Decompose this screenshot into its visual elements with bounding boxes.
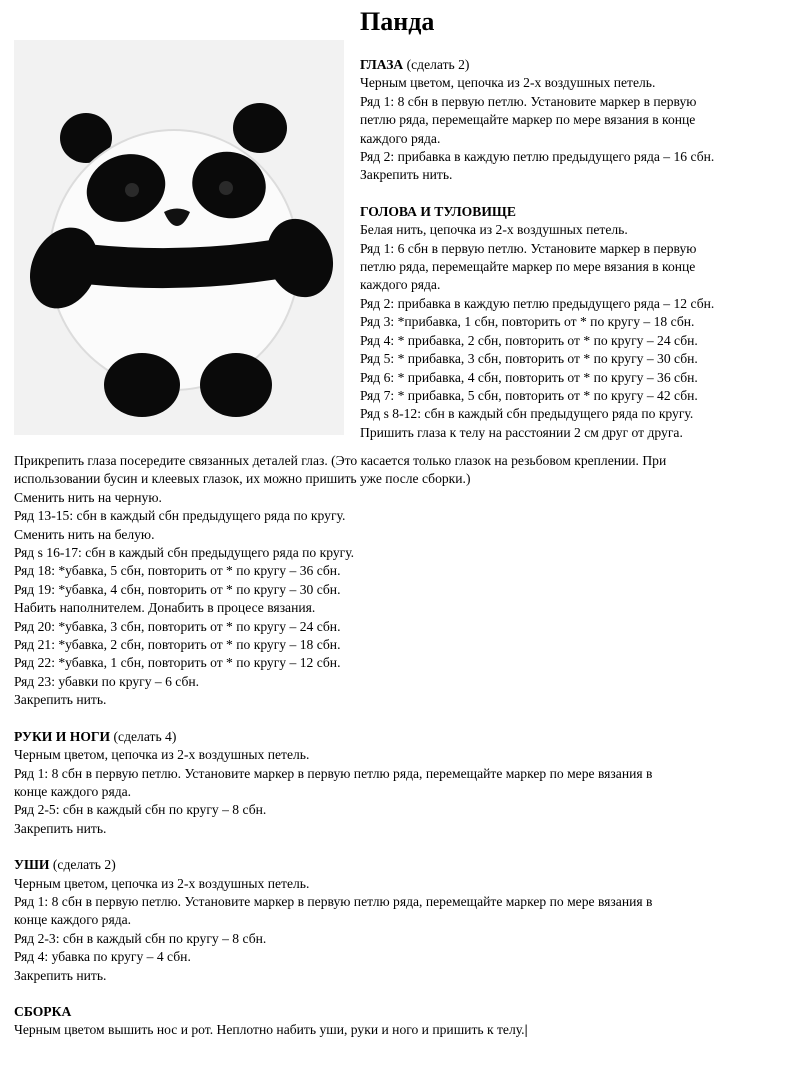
head-body-continued-line: Ряд 23: убавки по кругу – 6 сбн. bbox=[14, 673, 200, 689]
head-body-line: Ряд 4: * прибавка, 2 сбн, повторить от * по кругу – 24 сбн. bbox=[360, 332, 698, 348]
head-body-continued-line: Ряд 18: *убавка, 5 сбн, повторить от * по кругу – 36 сбн. bbox=[14, 563, 341, 579]
full-width-column bbox=[14, 452, 789, 1040]
head-body-line: Ряд 7: * прибавка, 5 сбн, повторить от * по кругу – 42 сбн. bbox=[360, 387, 698, 403]
page-title: Панда bbox=[360, 7, 435, 36]
head-body-line: Пришить глаза к телу на расстоянии 2 см друг от друга. bbox=[360, 424, 683, 440]
head-body-continued-line: Ряд 22: *убавка, 1 сбн, повторить от * по кругу – 12 сбн. bbox=[14, 655, 341, 671]
head-body-continued-line: Ряд 21: *убавка, 2 сбн, повторить от * по кругу – 18 сбн. bbox=[14, 637, 341, 653]
head-body-continued-line: Прикрепить глаза посередите связанных деталей глаз. (Это касается только глазок на резьбовом креплении. При bbox=[14, 453, 667, 468]
ears-line: конце каждого ряда. bbox=[14, 912, 132, 928]
head-body-continued-line: использовании бусин и клеевых глазок, их можно пришить уже после сборки.) bbox=[14, 471, 471, 487]
head-body-continued-line: Ряд 20: *убавка, 3 сбн, повторить от * по кругу – 24 сбн. bbox=[14, 618, 341, 634]
ears-line: Закрепить нить. bbox=[14, 967, 107, 983]
left-leg bbox=[104, 353, 180, 417]
head-body-line: Ряд s 8-12: сбн в каждый сбн предыдущего ряда по кругу. bbox=[360, 406, 694, 422]
section-ears-heading: УШИ (сделать 2) bbox=[14, 857, 116, 873]
head-body-line: петлю ряда, перемещайте маркер по мере вязания в конце bbox=[360, 259, 696, 275]
ears-line: Ряд 4: убавка по кругу – 4 сбн. bbox=[14, 949, 191, 965]
left-eye bbox=[125, 183, 139, 197]
right-column bbox=[360, 56, 790, 442]
head-body-continued-line: Ряд 13-15: сбн в каждый сбн предыдущего ряда по кругу. bbox=[14, 508, 346, 524]
panda-photo bbox=[14, 40, 344, 435]
arms-legs-line: Ряд 1: 8 сбн в первую петлю. Установите маркер в первую петлю ряда, перемещайте маркер по мере вязания в bbox=[14, 765, 653, 781]
head-body-continued-line: Набить наполнителем. Донабить в процесе вязания. bbox=[14, 600, 316, 616]
head-body-continued-line: Сменить нить на белую. bbox=[14, 526, 155, 542]
ears-line: Черным цветом, цепочка из 2-х воздушных петель. bbox=[14, 875, 310, 891]
eyes-line: Ряд 2: прибавка в каждую петлю предыдущего ряда – 16 сбн. bbox=[360, 149, 715, 165]
right-leg bbox=[200, 353, 272, 417]
head-body-line: Ряд 3: *прибавка, 1 сбн, повторить от * по кругу – 18 сбн. bbox=[360, 314, 695, 330]
arms-legs-line: Ряд 2-5: сбн в каждый сбн по кругу – 8 сбн. bbox=[14, 802, 267, 818]
head-body-continued-line: Сменить нить на черную. bbox=[14, 489, 162, 505]
assembly-line: Черным цветом вышить нос и рот. Неплотно набить уши, руки и ного и пришить к телу.| bbox=[14, 1022, 528, 1038]
panda-illustration bbox=[14, 40, 344, 435]
head-body-line: Ряд 5: * прибавка, 3 сбн, повторить от * по кругу – 30 сбн. bbox=[360, 351, 698, 367]
arms-legs-line: Закрепить нить. bbox=[14, 820, 107, 836]
eyes-line: Закрепить нить. bbox=[360, 167, 453, 183]
section-assembly-heading: СБОРКА bbox=[14, 1003, 72, 1019]
eyes-line: Ряд 1: 8 сбн в первую петлю. Установите маркер в первую bbox=[360, 93, 697, 109]
head-body-continued-line: Ряд 19: *убавка, 4 сбн, повторить от * по кругу – 30 сбн. bbox=[14, 581, 341, 597]
head-body-continued-line: Ряд s 16-17: сбн в каждый сбн предыдущего ряда по кругу. bbox=[14, 545, 355, 561]
head-body-line: каждого ряда. bbox=[360, 277, 441, 293]
ears-line: Ряд 2-3: сбн в каждый сбн по кругу – 8 сбн. bbox=[14, 930, 267, 946]
eyes-line: петлю ряда, перемещайте маркер по мере вязания в конце bbox=[360, 112, 696, 128]
right-eye bbox=[219, 181, 233, 195]
ears-line: Ряд 1: 8 сбн в первую петлю. Установите маркер в первую петлю ряда, перемещайте маркер по мере вязания в bbox=[14, 893, 653, 909]
section-arms-legs-heading: РУКИ И НОГИ (сделать 4) bbox=[14, 728, 177, 744]
eyes-line: Черным цветом, цепочка из 2-х воздушных петель. bbox=[360, 75, 656, 91]
head-body-line: Ряд 1: 6 сбн в первую петлю. Установите маркер в первую bbox=[360, 240, 697, 256]
text-cursor: | bbox=[524, 1022, 528, 1038]
head-body-line: Ряд 2: прибавка в каждую петлю предыдущего ряда – 12 сбн. bbox=[360, 295, 715, 311]
eyes-line: каждого ряда. bbox=[360, 130, 441, 146]
head-body-line: Белая нить, цепочка из 2-х воздушных петель. bbox=[360, 222, 628, 238]
head-body-line: Ряд 6: * прибавка, 4 сбн, повторить от * по кругу – 36 сбн. bbox=[360, 369, 698, 385]
right-ear bbox=[233, 103, 287, 153]
arms-legs-line: конце каждого ряда. bbox=[14, 783, 132, 799]
section-eyes-heading: ГЛАЗА (сделать 2) bbox=[360, 57, 470, 72]
arms-legs-line: Черным цветом, цепочка из 2-х воздушных петель. bbox=[14, 747, 310, 763]
section-head-body-heading: ГОЛОВА И ТУЛОВИЩЕ bbox=[360, 203, 516, 219]
head-body-continued-line: Закрепить нить. bbox=[14, 692, 107, 708]
